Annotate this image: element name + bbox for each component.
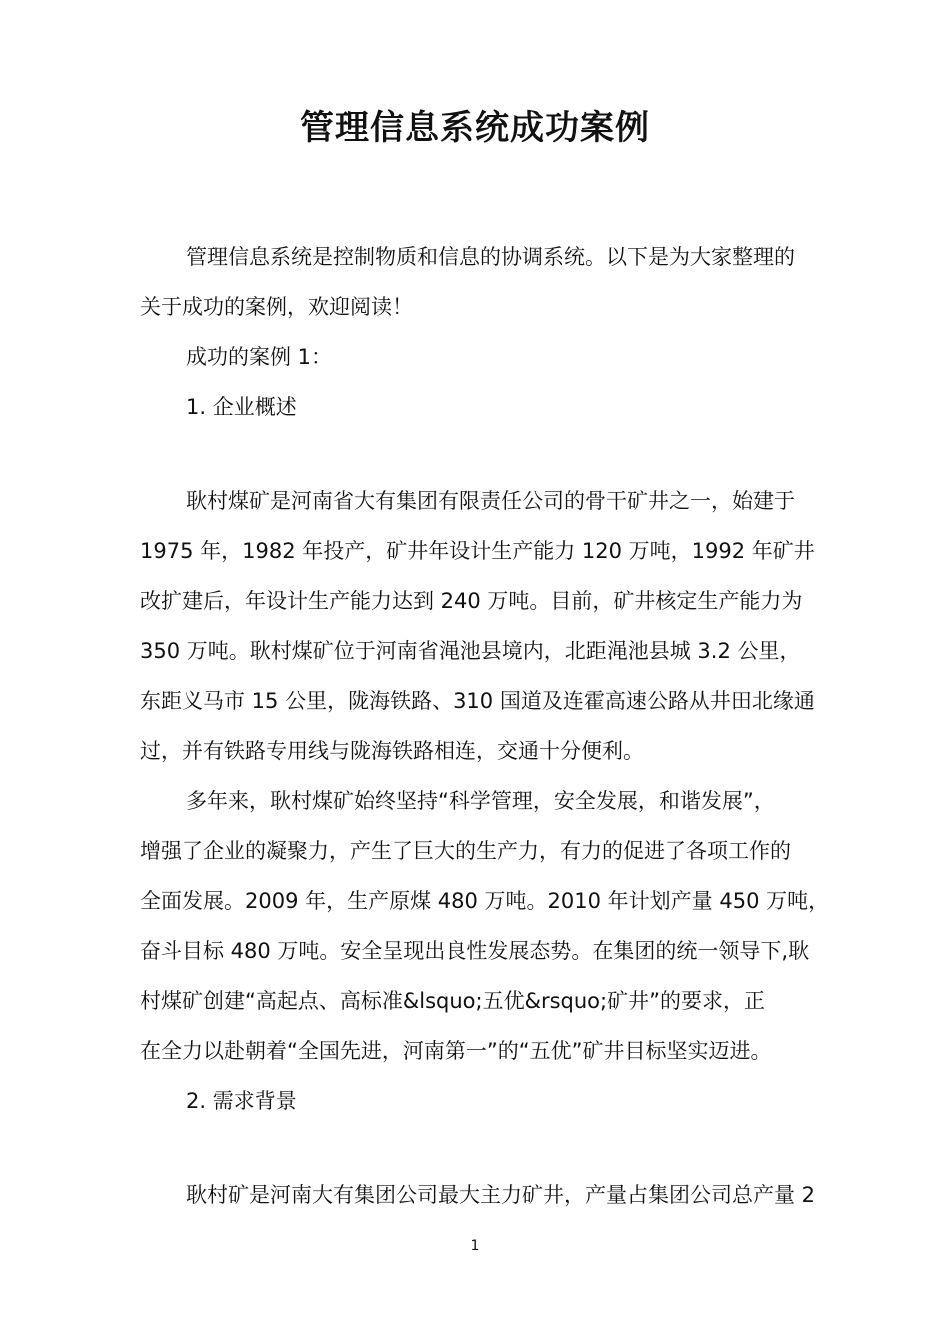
section-heading: 1. 企业概述 <box>186 395 297 419</box>
text-line: 350 万吨。耿村煤矿位于河南省渑池县境内，北距渑池县城 3.2 公里， <box>140 639 801 663</box>
text-line: 东距义马市 15 公里，陇海铁路、310 国道及连霍高速公路从井田北缘通 <box>140 689 815 713</box>
text-line: 1975 年，1982 年投产，矿井年设计生产能力 120 万吨，1992 年矿井 <box>140 539 815 563</box>
page-number: 1 <box>470 1238 480 1254</box>
text-line: 耿村矿是河南大有集团公司最大主力矿井，产量占集团公司总产量 2 <box>186 1183 816 1207</box>
text-line: 奋斗目标 480 万吨。安全呈现出良性发展态势。在集团的统一领导下,耿 <box>140 939 810 963</box>
body-paragraph <box>140 1170 830 1220</box>
intro-paragraph <box>140 232 830 332</box>
text-line: 多年来，耿村煤矿始终坚持“科学管理，安全发展，和谐发展”， <box>186 789 775 813</box>
text-line: 过，并有铁路专用线与陇海铁路相连，交通十分便利。 <box>140 739 644 763</box>
text-line: 关于成功的案例，欢迎阅读！ <box>140 295 413 319</box>
text-line: 耿村煤矿是河南省大有集团有限责任公司的骨干矿井之一，始建于 <box>186 489 795 513</box>
section-heading: 2. 需求背景 <box>186 1089 297 1113</box>
document-body <box>140 232 830 1220</box>
document-title: 管理信息系统成功案例 <box>300 108 650 148</box>
spacer <box>140 1126 830 1170</box>
text-line: 增强了企业的凝聚力，产生了巨大的生产力，有力的促进了各项工作的 <box>140 839 791 863</box>
spacer <box>140 432 830 476</box>
body-paragraph <box>140 476 830 776</box>
body-paragraph <box>140 776 830 1076</box>
case-heading: 成功的案例 1： <box>186 345 333 369</box>
text-line: 改扩建后，年设计生产能力达到 240 万吨。目前，矿井核定生产能力为 <box>140 589 803 613</box>
text-line: 管理信息系统是控制物质和信息的协调系统。以下是为大家整理的 <box>186 245 795 269</box>
text-line: 全面发展。2009 年，生产原煤 480 万吨。2010 年计划产量 450 万吨， <box>140 889 830 913</box>
text-line: 在全力以赴朝着“全国先进，河南第一”的“五优”矿井目标坚实迈进。 <box>140 1039 772 1063</box>
text-line: 村煤矿创建“高起点、高标准&lsquo;五优&rsquo;矿井”的要求，正 <box>140 989 765 1013</box>
